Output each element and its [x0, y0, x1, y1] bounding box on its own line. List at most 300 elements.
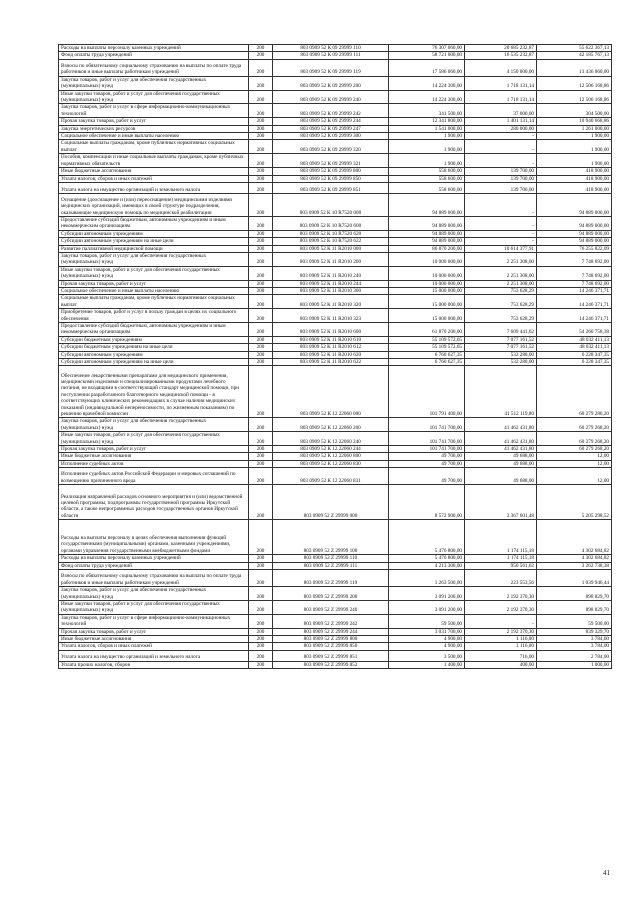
row-unexecuted-amount: 60 279 268,20 — [537, 446, 612, 453]
row-executed-amount: 2 192 370,30 — [465, 600, 537, 614]
row-executed-amount: 223 553,56 — [465, 570, 537, 587]
row-budget-classification-code: 803 0909 52 К 12 22060 200 — [273, 418, 389, 432]
page-number: 41 — [603, 869, 610, 877]
row-line-code: 200 — [249, 59, 273, 76]
row-executed-amount: 2 192 370,30 — [465, 587, 537, 601]
row-budget-classification-code: 803 0909 52 Z 29999 244 — [273, 628, 389, 635]
row-executed-amount: 49 688,00 — [465, 468, 537, 485]
table-row — [59, 520, 612, 555]
row-line-code: 200 — [249, 104, 273, 118]
row-budget-classification-code: 803 0909 52 К 09 29999 850 — [273, 175, 389, 182]
row-approved-amount: 6 760 627,35 — [389, 351, 465, 358]
row-unexecuted-amount: 60 279 280,20 — [537, 366, 612, 418]
row-name: Прочая закупка товаров, работ и услуг — [59, 628, 249, 635]
row-name: Обеспечение лекарственными препаратами для медицинского применения, медицинскими изделиями и специализированными продуктами лечебного питания, не входящими в соответствующий стандарт медицинской помощи, при поступлении разработанного благотворного медицинской помощи - в соответствующих клинических рекомендациях в случае наличия медицинских показаний (индивидуальной непереносимости, по жизненным показаниям) по решению врачебной комиссии — [59, 366, 249, 418]
row-budget-classification-code: 803 0909 52 К 11 R2010 244 — [273, 280, 389, 287]
table-row — [59, 230, 612, 237]
row-budget-classification-code: 803 0909 52 К 11 R2010 612 — [273, 344, 389, 351]
row-line-code: 200 — [249, 52, 273, 59]
row-unexecuted-amount: 48 032 411,13 — [537, 344, 612, 351]
row-unexecuted-amount: 14 246 371,71 — [537, 295, 612, 309]
row-budget-classification-code: 803 0909 52 К 09 29999 851 — [273, 182, 389, 193]
table-row — [59, 570, 612, 587]
table-row — [59, 245, 612, 252]
row-line-code: 200 — [249, 182, 273, 193]
row-approved-amount: 1 541 000,00 — [389, 125, 465, 132]
row-name: Субсидии автономным учреждениям на иные цели — [59, 238, 249, 245]
row-name: Исполнение судебных актов — [59, 460, 249, 467]
row-line-code: 200 — [249, 520, 273, 555]
row-executed-amount: 1 718 131,14 — [465, 76, 537, 90]
table-row — [59, 650, 612, 661]
row-name: Социальное обеспечение и иные выплаты населению — [59, 287, 249, 294]
row-unexecuted-amount: 12,00 — [537, 460, 612, 467]
row-budget-classification-code: 803 0909 52 К 12 22060 000 — [273, 366, 389, 418]
row-name: Пособия, компенсации и иные социальные выплаты гражданам, кроме публичных нормативных обязательств — [59, 154, 249, 168]
row-name: Иные закупки товаров, работ и услуг для обеспечения государственных (муниципальных) нужд — [59, 266, 249, 280]
row-name: Взносы по обязательному социальному страхованию на выплаты по оплате труда работников и иные выплаты работникам учреждений — [59, 570, 249, 587]
table-row — [59, 238, 612, 245]
table-row — [59, 295, 612, 309]
row-approved-amount: 10 000 000,00 — [389, 280, 465, 287]
row-unexecuted-amount: 94 889 000,00 — [537, 216, 612, 230]
row-approved-amount: 14 224 300,00 — [389, 76, 465, 90]
row-unexecuted-amount: 6 228 347,35 — [537, 351, 612, 358]
table-row — [59, 460, 612, 467]
table-row — [59, 418, 612, 432]
table-row — [59, 453, 612, 460]
row-executed-amount: 10 614 377,91 — [465, 245, 537, 252]
row-name: Социальные выплаты гражданам, кроме публичных нормативных социальных выплат — [59, 295, 249, 309]
row-approved-amount: 101 741 700,00 — [389, 418, 465, 432]
row-name: Закупка товаров, работ и услуг в сфере информационно-коммуникационных технологий — [59, 614, 249, 628]
row-name: Прочая закупка товаров, работ и услуг — [59, 446, 249, 453]
row-executed-amount: 1 116,00 — [465, 635, 537, 642]
row-approved-amount: 3 091 200,00 — [389, 600, 465, 614]
row-executed-amount: - — [465, 133, 537, 140]
row-unexecuted-amount: 1 900,00 — [537, 154, 612, 168]
row-line-code: 200 — [249, 555, 273, 562]
row-unexecuted-amount: 42 185 767,13 — [537, 52, 612, 59]
table-row — [59, 193, 612, 216]
row-budget-classification-code: 803 0909 52 К 12 22060 831 — [273, 468, 389, 485]
row-budget-classification-code: 803 0909 52 К 09 29999 247 — [273, 125, 389, 132]
row-executed-amount: 532 280,00 — [465, 359, 537, 366]
table-row — [59, 182, 612, 193]
row-unexecuted-amount: 3 784,00 — [537, 643, 612, 650]
row-line-code: 200 — [249, 238, 273, 245]
row-name: Прочая закупка товаров, работ и услуг — [59, 280, 249, 287]
row-budget-classification-code: 803 0909 52 Z 29999 100 — [273, 520, 389, 555]
table-row — [59, 104, 612, 118]
table-row — [59, 59, 612, 76]
row-approved-amount: 59 500,00 — [389, 614, 465, 628]
table-row — [59, 555, 612, 562]
table-row — [59, 661, 612, 668]
row-budget-classification-code: 803 0909 52 К 11 R2010 620 — [273, 351, 389, 358]
table-row — [59, 643, 612, 650]
table-row — [59, 562, 612, 569]
row-line-code: 200 — [249, 446, 273, 453]
row-budget-classification-code: 803 0909 52 Z 29999 111 — [273, 562, 389, 569]
row-unexecuted-amount: 12 506 168,86 — [537, 76, 612, 90]
row-executed-amount: 7 609 441,62 — [465, 323, 537, 337]
row-line-code: 200 — [249, 418, 273, 432]
row-name: Иные бюджетные ассигнования — [59, 635, 249, 642]
row-approved-amount: 14 224 300,00 — [389, 90, 465, 104]
row-name: Предоставление субсидий бюджетным, автономным учреждениям и иным некоммерческим организациям — [59, 323, 249, 337]
row-line-code: 200 — [249, 252, 273, 266]
row-approved-amount: 55 109 572,65 — [389, 336, 465, 343]
row-line-code: 200 — [249, 193, 273, 216]
row-budget-classification-code: 803 0909 52 К 11 R2010 200 — [273, 252, 389, 266]
row-unexecuted-amount: 54 260 758,38 — [537, 323, 612, 337]
table-row — [59, 635, 612, 642]
row-executed-amount: 1 401 131,14 — [465, 118, 537, 125]
row-line-code: 200 — [249, 125, 273, 132]
row-approved-amount: 58 721 000,00 — [389, 52, 465, 59]
row-executed-amount: 2 251 308,00 — [465, 252, 537, 266]
row-line-code: 200 — [249, 587, 273, 601]
row-approved-amount: 15 000 000,00 — [389, 309, 465, 323]
table-row — [59, 252, 612, 266]
row-executed-amount: 3 367 601,48 — [465, 485, 537, 520]
row-executed-amount: 753 628,29 — [465, 287, 537, 294]
row-budget-classification-code: 803 0909 52 К 12 22060 240 — [273, 432, 389, 446]
row-line-code: 200 — [249, 323, 273, 337]
table-row — [59, 344, 612, 351]
row-budget-classification-code: 803 0909 52 К 10 R7520 622 — [273, 238, 389, 245]
table-row — [59, 468, 612, 485]
row-approved-amount: 558 600,00 — [389, 175, 465, 182]
row-approved-amount: 49 700,00 — [389, 468, 465, 485]
row-budget-classification-code: 803 0909 52 Z 29999 242 — [273, 614, 389, 628]
row-approved-amount: 101 741 700,00 — [389, 432, 465, 446]
row-name: Закупка товаров, работ и услуг для обеспечения государственных (муниципальных) нужд — [59, 587, 249, 601]
row-name: Закупка товаров, работ и услуг для обеспечения государственных (муниципальных) нужд — [59, 76, 249, 90]
row-budget-classification-code: 803 0909 52 Z 29999 852 — [273, 661, 389, 668]
row-executed-amount: 41 462 431,80 — [465, 446, 537, 453]
row-executed-amount: 41 462 431,80 — [465, 432, 537, 446]
row-approved-amount: 10 000 000,00 — [389, 252, 465, 266]
row-approved-amount: 49 700,00 — [389, 460, 465, 467]
row-name: Закупка товаров, работ и услуг в сфере информационно-коммуникационных технологий — [59, 104, 249, 118]
row-name: Субсидии бюджетным учреждениям на иные цели — [59, 344, 249, 351]
row-name: Фонд оплаты труда учреждений — [59, 52, 249, 59]
row-budget-classification-code: 803 0909 52 К 12 22060 244 — [273, 446, 389, 453]
row-name: Взносы по обязательному социальному страхованию на выплаты по оплате труда работников и иные выплаты работникам учреждений — [59, 59, 249, 76]
row-budget-classification-code: 803 0909 52 К 12 22060 800 — [273, 453, 389, 460]
row-executed-amount: 532 280,00 — [465, 351, 537, 358]
row-line-code: 200 — [249, 90, 273, 104]
row-unexecuted-amount: 94 889 000,00 — [537, 193, 612, 216]
row-name: Фонд оплаты труда учреждений — [59, 562, 249, 569]
row-approved-amount: 8 572 900,00 — [389, 485, 465, 520]
row-name: Субсидии автономным учреждениям — [59, 230, 249, 237]
row-executed-amount: - — [465, 216, 537, 230]
row-executed-amount: 753 628,29 — [465, 295, 537, 309]
row-name: Уплата налогов, сборов и иных платежей — [59, 643, 249, 650]
table-row — [59, 323, 612, 337]
row-approved-amount: 3 031 700,00 — [389, 628, 465, 635]
row-executed-amount: - — [465, 193, 537, 216]
row-executed-amount: 2 251 308,00 — [465, 266, 537, 280]
row-executed-amount: 20 685 232,87 — [465, 45, 537, 52]
row-budget-classification-code: 803 0909 52 К 11 R2010 000 — [273, 245, 389, 252]
row-budget-classification-code: 803 0909 52 Z 29999 850 — [273, 643, 389, 650]
row-approved-amount: 55 109 572,65 — [389, 344, 465, 351]
row-name: Закупка товаров, работ и услуг для обеспечения государственных (муниципальных) нужд — [59, 418, 249, 432]
row-approved-amount: 341 500,00 — [389, 104, 465, 118]
row-budget-classification-code: 803 0909 52 Z 29999 800 — [273, 635, 389, 642]
row-unexecuted-amount: 7 748 692,00 — [537, 252, 612, 266]
row-line-code: 200 — [249, 266, 273, 280]
row-name: Прочая закупка товаров, работ и услуг — [59, 118, 249, 125]
row-line-code: 200 — [249, 661, 273, 668]
row-unexecuted-amount: 3 262 738,38 — [537, 562, 612, 569]
row-name: Закупка товаров, работ и услуг для обеспечения государственных (муниципальных) нужд — [59, 252, 249, 266]
row-line-code: 200 — [249, 643, 273, 650]
budget-report-sheet — [58, 44, 611, 669]
table-row — [59, 175, 612, 182]
row-approved-amount: 17 586 060,00 — [389, 59, 465, 76]
table-row — [59, 600, 612, 614]
table-row — [59, 366, 612, 418]
row-budget-classification-code: 803 0909 52 К 09 29999 244 — [273, 118, 389, 125]
row-budget-classification-code: 803 0909 52 К 09 29999 320 — [273, 140, 389, 154]
row-name: Иные закупки товаров, работ и услуг для обеспечения государственных (муниципальных) нужд — [59, 90, 249, 104]
row-budget-classification-code: 803 0909 52 К 12 22060 830 — [273, 460, 389, 467]
row-unexecuted-amount: 14 246 371,71 — [537, 287, 612, 294]
row-approved-amount: 1 263 500,00 — [389, 570, 465, 587]
row-name: Приобретение товаров, работ и услуг в пользу граждан в целях их социального обеспечения — [59, 309, 249, 323]
table-row — [59, 154, 612, 168]
row-line-code: 200 — [249, 76, 273, 90]
row-unexecuted-amount: 304 500,00 — [537, 104, 612, 118]
row-approved-amount: 1 900,00 — [389, 140, 465, 154]
row-unexecuted-amount: 4 302 684,82 — [537, 555, 612, 562]
row-approved-amount: 558 600,00 — [389, 168, 465, 175]
row-budget-classification-code: 803 0909 52 К 10 R7520 000 — [273, 193, 389, 216]
row-line-code: 200 — [249, 245, 273, 252]
row-budget-classification-code: 803 0909 52 К 09 29999 300 — [273, 133, 389, 140]
row-budget-classification-code: 803 0909 52 Z 29999 110 — [273, 555, 389, 562]
row-budget-classification-code: 803 0909 52 К 09 29999 111 — [273, 52, 389, 59]
row-name: Субсидии автономным учреждениям — [59, 351, 249, 358]
row-unexecuted-amount: 48 032 411,13 — [537, 336, 612, 343]
row-name: Субсидии бюджетным учреждениям — [59, 336, 249, 343]
row-approved-amount: 94 889 000,00 — [389, 193, 465, 216]
row-budget-classification-code: 803 0909 52 К 09 29999 800 — [273, 168, 389, 175]
row-line-code: 200 — [249, 600, 273, 614]
row-approved-amount: 101 791 400,00 — [389, 366, 465, 418]
row-budget-classification-code: 803 0909 52 К 11 R2010 610 — [273, 336, 389, 343]
table-row — [59, 614, 612, 628]
row-unexecuted-amount: 55 622 367,13 — [537, 45, 612, 52]
row-approved-amount: 3 091 200,00 — [389, 587, 465, 601]
row-unexecuted-amount: 13 436 060,00 — [537, 59, 612, 76]
row-name: Уплата прочих налогов, сборов — [59, 661, 249, 668]
row-budget-classification-code: 803 0909 52 К 10 R7520 620 — [273, 230, 389, 237]
row-approved-amount: 61 870 200,00 — [389, 323, 465, 337]
row-approved-amount: 76 307 060,00 — [389, 45, 465, 52]
row-approved-amount: 3 500,00 — [389, 650, 465, 661]
row-line-code: 200 — [249, 336, 273, 343]
table-row — [59, 45, 612, 52]
row-unexecuted-amount: 898 829,70 — [537, 600, 612, 614]
row-executed-amount: - — [465, 140, 537, 154]
row-unexecuted-amount: 60 279 268,20 — [537, 418, 612, 432]
row-name: Расходы на выплаты персоналу казенных учреждений — [59, 555, 249, 562]
row-executed-amount: - — [465, 230, 537, 237]
row-budget-classification-code: 803 0909 52 Z 29999 119 — [273, 570, 389, 587]
row-line-code: 200 — [249, 650, 273, 661]
row-executed-amount: 139 700,00 — [465, 182, 537, 193]
row-line-code: 200 — [249, 154, 273, 168]
table-row — [59, 485, 612, 520]
row-line-code: 200 — [249, 562, 273, 569]
row-line-code: 200 — [249, 216, 273, 230]
row-unexecuted-amount: 60 279 268,20 — [537, 432, 612, 446]
row-name: Расходы на выплаты персоналу казенных учреждений — [59, 45, 249, 52]
row-executed-amount: 16 535 232,87 — [465, 52, 537, 59]
row-unexecuted-amount: 7 748 692,00 — [537, 280, 612, 287]
row-unexecuted-amount: 1 900,00 — [537, 140, 612, 154]
row-unexecuted-amount: 6 228 347,35 — [537, 359, 612, 366]
row-executed-amount: 41 462 431,80 — [465, 418, 537, 432]
row-executed-amount: 4 150 000,00 — [465, 59, 537, 76]
row-budget-classification-code: 803 0909 52 К 11 R2010 323 — [273, 309, 389, 323]
row-approved-amount: 4 213 300,00 — [389, 562, 465, 569]
row-line-code: 200 — [249, 168, 273, 175]
table-row — [59, 359, 612, 366]
table-row — [59, 90, 612, 104]
row-line-code: 200 — [249, 118, 273, 125]
row-line-code: 200 — [249, 570, 273, 587]
row-budget-classification-code: 803 0909 52 К 11 R2010 300 — [273, 287, 389, 294]
row-line-code: 200 — [249, 230, 273, 237]
row-executed-amount: 49 688,00 — [465, 453, 537, 460]
row-executed-amount: 7 077 161,52 — [465, 344, 537, 351]
row-unexecuted-amount: 2 784,00 — [537, 650, 612, 661]
row-unexecuted-amount: 839 329,70 — [537, 628, 612, 635]
row-executed-amount: 753 628,29 — [465, 309, 537, 323]
row-budget-classification-code: 803 0909 52 Z 29999 240 — [273, 600, 389, 614]
row-executed-amount: 950 561,62 — [465, 562, 537, 569]
row-approved-amount: 15 000 000,00 — [389, 295, 465, 309]
row-line-code: 200 — [249, 453, 273, 460]
row-name: Социальные выплаты гражданам, кроме публичных нормативных социальных выплат — [59, 140, 249, 154]
row-executed-amount: 41 512 119,80 — [465, 366, 537, 418]
row-line-code: 200 — [249, 45, 273, 52]
row-approved-amount: 94 889 000,00 — [389, 238, 465, 245]
row-unexecuted-amount: 14 246 371,71 — [537, 309, 612, 323]
row-executed-amount: 2 192 370,30 — [465, 628, 537, 635]
row-approved-amount: 94 889 000,00 — [389, 230, 465, 237]
row-budget-classification-code: 803 0909 52 Z 29999 000 — [273, 485, 389, 520]
row-approved-amount: 1 900,00 — [389, 133, 465, 140]
row-unexecuted-amount: 12 506 168,86 — [537, 90, 612, 104]
table-row — [59, 309, 612, 323]
row-approved-amount: 101 741 700,00 — [389, 446, 465, 453]
table-row — [59, 280, 612, 287]
row-unexecuted-amount: 4 302 684,82 — [537, 520, 612, 555]
row-approved-amount: 5 476 800,00 — [389, 555, 465, 562]
row-name: Развитие паллиативной медицинской помощи — [59, 245, 249, 252]
row-unexecuted-amount: 94 889 000,00 — [537, 238, 612, 245]
row-line-code: 200 — [249, 344, 273, 351]
row-unexecuted-amount: 76 255 822,09 — [537, 245, 612, 252]
row-executed-amount: 139 700,00 — [465, 175, 537, 182]
row-budget-classification-code: 803 0909 52 К 09 29999 119 — [273, 59, 389, 76]
row-approved-amount: 15 000 000,00 — [389, 287, 465, 294]
row-line-code: 200 — [249, 140, 273, 154]
row-line-code: 200 — [249, 485, 273, 520]
row-line-code: 200 — [249, 635, 273, 642]
row-budget-classification-code: 803 0909 52 Z 29999 851 — [273, 650, 389, 661]
row-budget-classification-code: 803 0909 52 Z 29999 200 — [273, 587, 389, 601]
row-budget-classification-code: 803 0909 52 К 09 29999 200 — [273, 76, 389, 90]
row-unexecuted-amount: 418 900,00 — [537, 168, 612, 175]
row-line-code: 200 — [249, 468, 273, 485]
row-approved-amount: 558 600,00 — [389, 182, 465, 193]
table-row — [59, 336, 612, 343]
row-approved-amount: 4 900,00 — [389, 635, 465, 642]
table-row — [59, 76, 612, 90]
row-name: Иные закупки товаров, работ и услуг для обеспечения государственных (муниципальных) нужд — [59, 600, 249, 614]
row-budget-classification-code: 803 0909 52 К 10 R7520 600 — [273, 216, 389, 230]
row-budget-classification-code: 803 0909 52 К 09 29999 110 — [273, 45, 389, 52]
row-unexecuted-amount: 10 940 668,86 — [537, 118, 612, 125]
row-line-code: 200 — [249, 287, 273, 294]
row-unexecuted-amount: 7 748 692,00 — [537, 266, 612, 280]
row-unexecuted-amount: 12,00 — [537, 453, 612, 460]
row-budget-classification-code: 803 0909 52 К 11 R2010 240 — [273, 266, 389, 280]
row-unexecuted-amount: 1 039 946,44 — [537, 570, 612, 587]
row-line-code: 200 — [249, 295, 273, 309]
row-name: Расходы на выплаты персоналу в целях обеспечения выполнения функций государственными (муниципальными) органами, казенными учреждениями, органами управления государственными внебюджетными фондами — [59, 520, 249, 555]
row-unexecuted-amount: 94 889 000,00 — [537, 230, 612, 237]
row-line-code: 200 — [249, 309, 273, 323]
row-name: Исполнение судебных актов Российской Федерации и мировых соглашений по возмещению причиненного вреда — [59, 468, 249, 485]
table-row — [59, 287, 612, 294]
table-row — [59, 432, 612, 446]
row-line-code: 200 — [249, 133, 273, 140]
row-approved-amount: 12 341 800,00 — [389, 118, 465, 125]
row-approved-amount: 1 400,00 — [389, 661, 465, 668]
row-executed-amount: 37 000,00 — [465, 104, 537, 118]
row-executed-amount: 49 688,00 — [465, 460, 537, 467]
row-approved-amount: 94 889 000,00 — [389, 216, 465, 230]
row-unexecuted-amount: 1 900,00 — [537, 133, 612, 140]
row-name: Иные бюджетные ассигнования — [59, 453, 249, 460]
row-name: Уплата налога на имущество организаций и земельного налога — [59, 182, 249, 193]
row-name: Оснащение (дооснащение и (или) переоснащение) медицинскими изделиями медицинских организаций, имеющих в своей структуре подразделения, оказывающие медицинскую помощь по медицинской реабилитации — [59, 193, 249, 216]
row-name: Иные закупки товаров, работ и услуг для обеспечения государственных (муниципальных) нужд — [59, 432, 249, 446]
table-row — [59, 351, 612, 358]
row-executed-amount: 2 251 308,00 — [465, 280, 537, 287]
row-executed-amount: 1 718 131,14 — [465, 90, 537, 104]
table-row — [59, 52, 612, 59]
row-executed-amount: 1 174 115,18 — [465, 520, 537, 555]
row-approved-amount: 10 000 000,00 — [389, 266, 465, 280]
row-budget-classification-code: 803 0909 52 К 11 R2010 600 — [273, 323, 389, 337]
row-budget-classification-code: 803 0909 52 К 09 29999 321 — [273, 154, 389, 168]
row-executed-amount: 716,00 — [465, 650, 537, 661]
row-name: Иные бюджетные ассигнования — [59, 168, 249, 175]
budget-execution-table — [58, 44, 612, 669]
row-executed-amount: 1 116,00 — [465, 643, 537, 650]
